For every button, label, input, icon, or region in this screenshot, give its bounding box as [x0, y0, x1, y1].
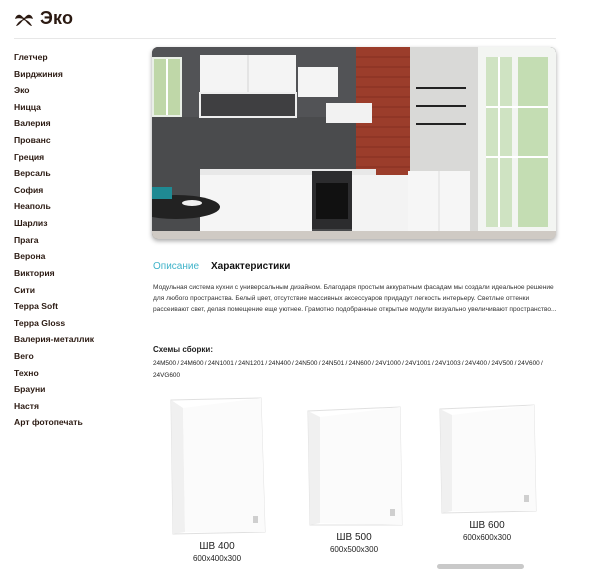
product-tabs	[153, 261, 290, 272]
description-text: Модульная система кухни с универсальным дизайном. Благодаря простым аккуратным фасадам мы создали идеальное решение для любого пространства. Белый цвет, отсутствие массивных аксессуаров придадут легкость интерьеру. Светлые оттенки рассеивают свет, делая помещение еще уютнее. Грамотно подобранные открытые модули визуально увеличивают пространство...	[153, 284, 557, 313]
sidebar-item-nice[interactable]: Ницца	[14, 101, 41, 112]
sidebar-item-vego[interactable]: Вего	[14, 350, 34, 361]
kitchen-illustration	[152, 47, 556, 239]
sidebar-item-naples[interactable]: Неаполь	[14, 201, 51, 212]
sidebar-item-terra-gloss[interactable]: Терра Gloss	[14, 317, 66, 328]
sidebar-item-victoria[interactable]: Виктория	[14, 267, 55, 278]
sidebar-item-valeria-metallic[interactable]: Валерия-металлик	[14, 334, 95, 345]
sidebar-item-provence[interactable]: Прованс	[14, 135, 51, 146]
cabinet-image	[167, 396, 267, 536]
sidebar-item-terra-soft[interactable]: Терра Soft	[14, 301, 58, 312]
product-card-shv500[interactable]	[300, 405, 408, 554]
schemes-title: Схемы сборки:	[153, 345, 213, 354]
cabinet-image	[302, 405, 406, 527]
kitchen-hero-image	[152, 47, 556, 239]
schemes-list[interactable]: 24M500 / 24M600 / 24N1001 / 24N1201 / 24N400 / 24N500 / 24N501 / 24N600 / 24V1000 / 24V1001 / 24V1003 / 24V400 / 24V500 / 24V600 / 24VG600	[153, 360, 543, 379]
product-size: 600x500x300	[329, 545, 379, 554]
product-name: ШВ 500	[336, 532, 372, 543]
sidebar-nav	[14, 49, 144, 431]
sidebar-item-eco[interactable]: Эко	[14, 85, 30, 96]
sidebar-item-sofia[interactable]: София	[14, 184, 44, 195]
product-name: ШВ 600	[469, 520, 505, 531]
header-divider	[14, 38, 556, 39]
sidebar-item-brownie[interactable]: Брауни	[14, 384, 46, 395]
product-card-shv400[interactable]	[165, 396, 269, 563]
sidebar-item-virginia[interactable]: Вирджиния	[14, 68, 63, 79]
sidebar-item-charlize[interactable]: Шарлиз	[14, 218, 48, 229]
product-size: 600x600x300	[462, 533, 512, 542]
page-title: Эко	[40, 8, 74, 28]
sidebar-item-greece[interactable]: Греция	[14, 151, 45, 162]
sidebar-item-nastya[interactable]: Настя	[14, 400, 39, 411]
sidebar-item-city[interactable]: Сити	[14, 284, 35, 295]
leaf-logo-icon	[14, 9, 34, 29]
product-card-shv600[interactable]	[432, 403, 542, 542]
sidebar-item-valeria[interactable]: Валерия	[14, 118, 51, 129]
sidebar-item-verona[interactable]: Верона	[14, 251, 46, 262]
tab-characteristics[interactable]: Характеристики	[211, 261, 291, 272]
sidebar-item-versailles[interactable]: Версаль	[14, 168, 51, 179]
cabinet-image	[434, 403, 540, 515]
sidebar-item-prague[interactable]: Прага	[14, 234, 39, 245]
tab-description[interactable]: Описание	[153, 261, 200, 272]
sidebar-item-art-photoprint[interactable]: Арт фотопечать	[14, 417, 83, 428]
horizontal-scrollbar[interactable]	[437, 564, 524, 569]
logo[interactable]	[14, 8, 73, 29]
product-size: 600x400x300	[192, 554, 242, 563]
sidebar-item-techno[interactable]: Техно	[14, 367, 39, 378]
sidebar-item-glacier[interactable]: Глетчер	[14, 52, 48, 62]
product-name: ШВ 400	[199, 541, 235, 552]
